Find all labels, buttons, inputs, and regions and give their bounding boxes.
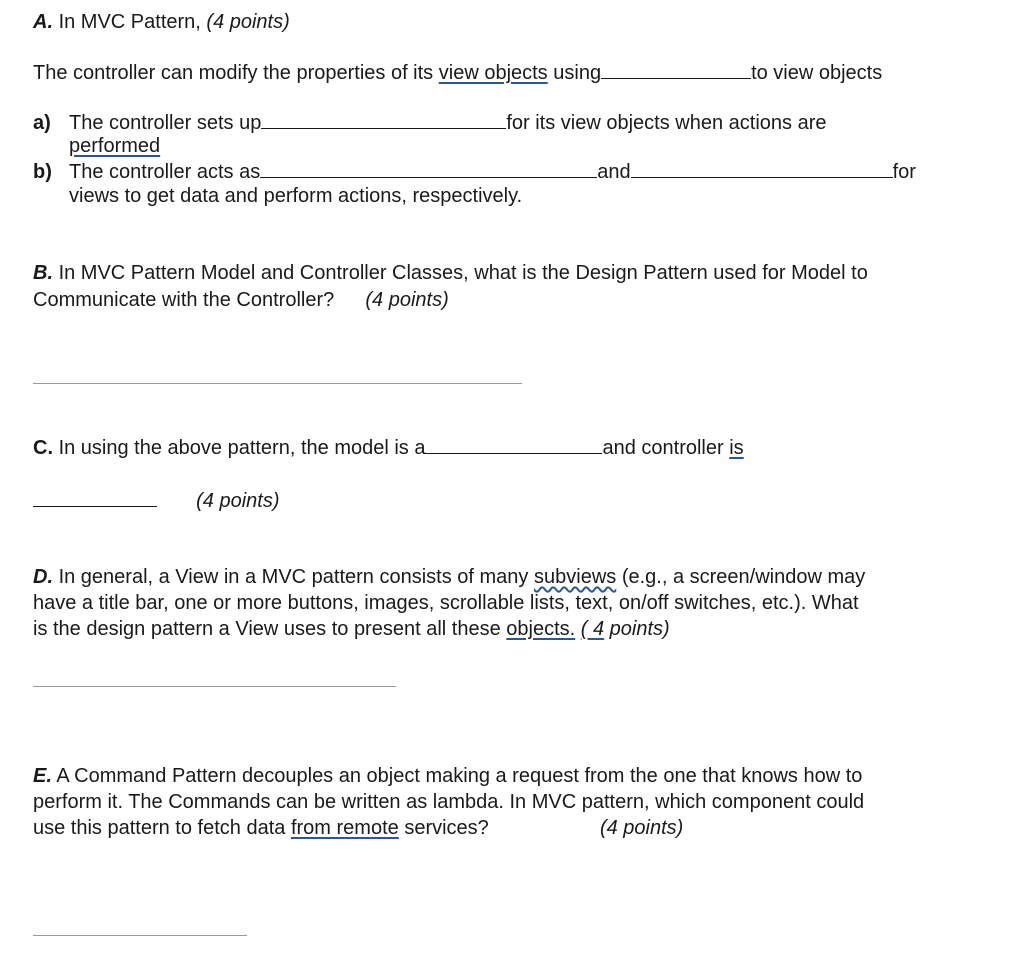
section-d-text1: In general, a View in a MVC pattern consists of many	[58, 566, 529, 588]
section-c-points: (4 points)	[196, 490, 280, 512]
section-d-line2	[33, 591, 859, 615]
item-a-continuation	[69, 134, 160, 158]
section-d-text1b: (e.g., a screen/window may	[621, 566, 866, 588]
section-c-line	[33, 435, 744, 460]
item-b-prefix: The controller acts as	[69, 161, 261, 183]
section-e-line1	[33, 764, 862, 788]
section-d-text3: is the design pattern a View uses to present all these	[33, 618, 501, 640]
view-objects-link: view objects	[438, 62, 548, 84]
section-b-text1: In MVC Pattern Model and Controller Classes, what is the Design Pattern used for Model to	[58, 262, 868, 284]
item-a-marker: a)	[33, 112, 51, 134]
item-b-marker: b)	[33, 161, 52, 183]
section-b-points: (4 points)	[365, 289, 449, 311]
section-b-label: B.	[33, 262, 53, 284]
statement-using: using	[553, 62, 602, 84]
section-c-prefix: In using the above pattern, the model is a	[58, 437, 426, 459]
blank-a-statement[interactable]	[601, 60, 751, 79]
section-d-label: D.	[33, 566, 53, 588]
section-e-text1: A Command Pattern decouples an object making a request from the one that knows how to	[56, 765, 863, 787]
item-a-line	[33, 110, 826, 135]
section-e-text3: use this pattern to fetch data	[33, 817, 286, 839]
section-e-line3	[33, 816, 683, 840]
section-c-is: is	[729, 437, 744, 459]
item-b-for: for	[892, 161, 916, 183]
item-b-line	[33, 159, 916, 184]
item-a-prefix: The controller sets up	[69, 112, 262, 134]
section-b-line1	[33, 261, 868, 285]
objects-word: objects.	[506, 618, 576, 640]
blank-b-first[interactable]	[260, 159, 597, 178]
answer-line-d[interactable]	[33, 686, 396, 687]
statement-suffix: to view objects	[751, 62, 883, 84]
from-remote-words: from remote	[290, 817, 399, 839]
section-a-title: In MVC Pattern,	[58, 11, 201, 33]
section-e-points: (4 points)	[599, 817, 684, 839]
item-b-and: and	[597, 161, 631, 183]
section-d-points-open: ( 4	[580, 618, 605, 640]
section-b-line2	[33, 288, 449, 312]
section-c-label: C.	[33, 437, 53, 459]
item-a-suffix: for its view objects when actions are	[506, 112, 827, 134]
section-d-line1	[33, 565, 865, 589]
section-d-line3	[33, 617, 670, 641]
section-a-label: A.	[33, 11, 53, 33]
answer-line-b[interactable]	[33, 383, 522, 384]
section-d-points-rest: points)	[609, 618, 670, 640]
section-c-mid: and controller	[602, 437, 724, 459]
section-a-heading	[33, 10, 290, 34]
blank-c-controller[interactable]	[33, 488, 157, 507]
blank-b-second[interactable]	[631, 159, 893, 178]
section-a-statement	[33, 60, 882, 85]
section-e-label: E.	[33, 765, 52, 787]
answer-line-e[interactable]	[33, 935, 247, 936]
section-e-line2	[33, 790, 864, 814]
statement-prefix: The controller can modify the properties of its	[33, 62, 434, 84]
blank-c-model[interactable]	[425, 435, 602, 454]
section-b-text2: Communicate with the Controller?	[33, 289, 335, 311]
item-b-continuation	[69, 184, 522, 208]
subviews-word: subviews	[534, 566, 617, 588]
section-e-text2: perform it. The Commands can be written as lambda. In MVC pattern, which component could	[33, 791, 865, 813]
item-b-cont-text: views to get data and perform actions, respectively.	[69, 185, 523, 207]
section-e-text3b: services?	[404, 817, 489, 839]
performed-word: performed	[69, 135, 161, 157]
section-d-text2: have a title bar, one or more buttons, images, scrollable lists, text, on/off switches, etc.). What	[33, 592, 859, 614]
blank-a-item[interactable]	[261, 110, 506, 129]
section-c-line2	[33, 488, 280, 513]
section-a-points: (4 points)	[206, 11, 290, 33]
